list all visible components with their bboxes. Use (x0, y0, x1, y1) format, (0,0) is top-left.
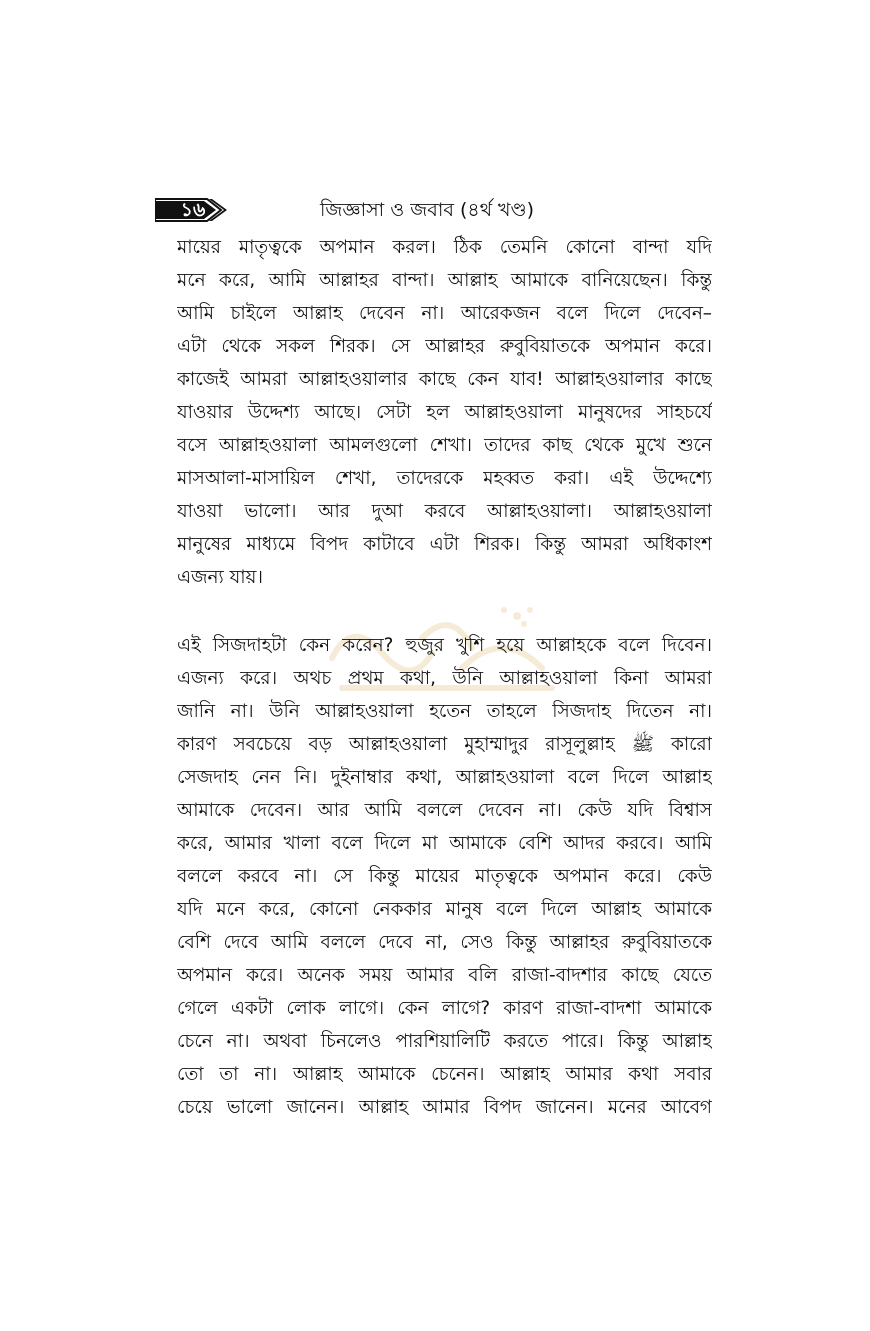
text-line: বেশি দেবে আমি বললে দেবে না, সেও কিন্তু আল্লাহর রুবুবিয়াতকে (177, 932, 712, 953)
text-line: চেয়ে ভালো জানেন। আল্লাহ আমার বিপদ জানেন। মনের আবেগ (177, 1097, 712, 1118)
text-line: গেলে একটা লোক লাগে। কেন লাগে? কারণ রাজা-বাদশা আমাকে (177, 998, 712, 1019)
page-number: ১৬ (180, 199, 206, 221)
page-header (155, 194, 715, 228)
text-line: এই সিজদাহটা কেন করেন? হুজুর খুশি হয়ে আল্লাহকে বলে দিবেন। (177, 635, 712, 656)
page-number-tab (155, 197, 225, 223)
text-line: বললে করবে না। সে কিন্তু মায়ের মাতৃত্বকে অপমান করে। কেউ (177, 866, 712, 887)
text-line: মানুষের মাধ্যমে বিপদ কাটাবে এটা শিরক। কিন্তু আমরা অধিকাংশ (177, 534, 712, 555)
text-line: এজন্য করে। অথচ প্রথম কথা, উনি আল্লাহওয়ালা কিনা আমরা (177, 668, 712, 689)
paragraph-gap (177, 594, 712, 629)
text-line: করে, আমার খালা বলে দিলে মা আমাকে বেশি আদর করবে। আমি (177, 833, 712, 854)
text-line: এটা থেকে সকল শিরক। সে আল্লাহর রুবুবিয়াতকে অপমান করে। (177, 336, 712, 357)
text-line: মনে করে, আমি আল্লাহর বান্দা। আল্লাহ আমাকে বানিয়েছেন। কিন্তু (177, 270, 712, 291)
paragraph (177, 629, 712, 1124)
text-line: কাজেই আমরা আল্লাহওয়ালার কাছে কেন যাব! আল্লাহওয়ালার কাছে (177, 369, 712, 390)
text-line: যদি মনে করে, কোনো নেককার মানুষ বলে দিলে আল্লাহ আমাকে (177, 899, 712, 920)
text-line: মায়ের মাতৃত্বকে অপমান করল। ঠিক তেমনি কোনো বান্দা যদি (177, 237, 712, 258)
text-line: যাওয়া ভালো। আর দুআ করবে আল্লাহওয়ালা। আল্লাহওয়ালা (177, 501, 712, 522)
body-text (177, 231, 712, 1124)
text-line: মাসআলা-মাসায়িল শেখা, তাদেরকে মহব্বত করা। এই উদ্দেশ্যে (177, 468, 712, 489)
text-line: সেজদাহ নেন নি। দুইনাম্বার কথা, আল্লাহওয়ালা বলে দিলে আল্লাহ (177, 767, 712, 788)
text-line: তো তা না। আল্লাহ আমাকে চেনেন। আল্লাহ আমার কথা সবার (177, 1064, 712, 1085)
paragraph (177, 231, 712, 594)
text-line: চেনে না। অথবা চিনলেও পারশিয়ালিটি করতে পারে। কিন্তু আল্লাহ (177, 1031, 712, 1052)
text-line: জানি না। উনি আল্লাহওয়ালা হতেন তাহলে সিজদাহ দিতেন না। (177, 701, 712, 722)
text-line: আমাকে দেবেন। আর আমি বললে দেবেন না। কেউ যদি বিশ্বাস (177, 800, 712, 821)
text-line: বসে আল্লাহওয়ালা আমলগুলো শেখা। তাদের কাছ থেকে মুখে শুনে (177, 435, 712, 456)
text-line: যাওয়ার উদ্দেশ্য আছে। সেটা হল আল্লাহওয়ালা মানুষদের সাহচর্যে (177, 402, 712, 423)
text-line: আমি চাইলে আল্লাহ দেবেন না। আরেকজন বলে দিলে দেবেন– (177, 303, 712, 324)
text-line: অপমান করে। অনেক সময় আমার বলি রাজা-বাদশার কাছে যেতে (177, 965, 712, 986)
text-line: এজন্য যায়। (177, 567, 263, 588)
running-head-title: জিজ্ঞাসা ও জবাব (৪র্থ খণ্ড) (320, 199, 535, 221)
text-line: কারণ সবচেয়ে বড় আল্লাহওয়ালা মুহাম্মাদুর রাসূলুল্লাহ ﷺ কারো (177, 734, 712, 755)
